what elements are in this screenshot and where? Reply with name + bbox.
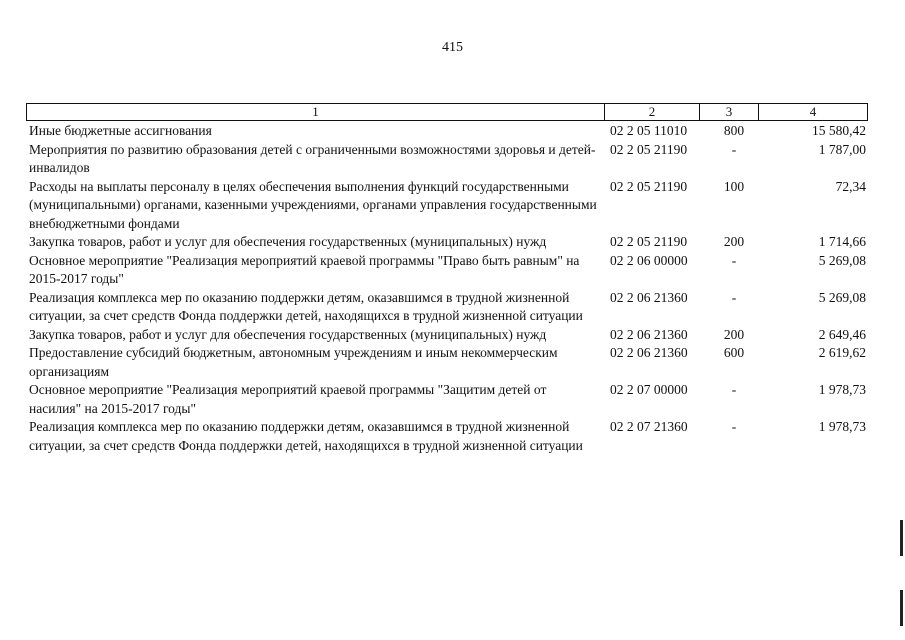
row-code: 02 2 05 21190 (610, 178, 688, 194)
row-type: - (731, 289, 737, 305)
table-row (29, 141, 869, 178)
row-amount: 1 714,66 (818, 234, 866, 249)
row-type: 800 (723, 123, 745, 138)
row-type: - (731, 141, 737, 157)
table-row (29, 381, 869, 418)
table-row (29, 344, 869, 381)
row-amount: 1 787,00 (818, 141, 866, 157)
scan-edge-mark (900, 590, 903, 626)
row-name: Закупка товаров, работ и услуг для обеспечения государственных (муниципальных) нужд (29, 234, 547, 249)
row-code: 02 2 05 11010 (610, 123, 688, 138)
row-name: Основное мероприятие "Реализация мероприятий краевой программы "Защитим детей от насилия" на 2015-2017 годы" (29, 382, 547, 416)
row-code: 02 2 06 21360 (610, 326, 688, 342)
row-amount: 5 269,08 (818, 252, 866, 268)
header-col-3: 3 (700, 104, 759, 120)
row-amount: 2 619,62 (818, 345, 866, 360)
table-body (29, 122, 869, 455)
row-type: 200 (723, 234, 745, 249)
header-col-2: 2 (605, 104, 700, 120)
header-col-1: 1 (27, 104, 605, 120)
row-type: 600 (723, 345, 745, 360)
row-name: Предоставление субсидий бюджетным, автономным учреждениям и иным некоммерческим организациям (29, 345, 558, 379)
row-name: Основное мероприятие "Реализация мероприятий краевой программы "Право быть равным" на 2015-2017 годы" (29, 252, 580, 286)
scan-edge-mark (900, 520, 903, 556)
table-row (29, 233, 869, 252)
row-amount: 72,34 (835, 178, 866, 194)
row-type: 100 (723, 178, 745, 194)
header-col-4: 4 (809, 104, 817, 119)
row-amount: 1 978,73 (818, 419, 866, 434)
row-name: Реализация комплекса мер по оказанию поддержки детям, оказавшимся в трудной жизненной ситуации, за счет средств Фонда поддержки детей, находящихся в трудной жизненной ситуации (29, 289, 583, 323)
row-type: - (731, 382, 737, 397)
row-name: Реализация комплекса мер по оказанию поддержки детям, оказавшимся в трудной жизненной ситуации, за счет средств Фонда поддержки детей, находящихся в трудной жизненной ситуации (29, 419, 583, 453)
row-amount: 1 978,73 (818, 382, 866, 397)
row-amount: 15 580,42 (812, 123, 866, 138)
row-amount: 5 269,08 (818, 289, 866, 305)
row-type: - (731, 419, 737, 434)
page-number: 415 (442, 40, 463, 55)
row-code: 02 2 06 21360 (610, 289, 688, 305)
row-code: 02 2 07 00000 (610, 382, 688, 397)
row-name: Мероприятия по развитию образования детей с ограниченными возможностями здоровья и детей-инвалидов (29, 141, 596, 175)
row-name: Иные бюджетные ассигнования (29, 123, 212, 138)
table-row (29, 178, 869, 234)
table-row (29, 122, 869, 141)
table-row (29, 326, 869, 345)
row-name: Закупка товаров, работ и услуг для обеспечения государственных (муниципальных) нужд (29, 326, 547, 342)
row-code: 02 2 06 21360 (610, 345, 688, 360)
table-row (29, 418, 869, 455)
row-code: 02 2 06 00000 (610, 252, 688, 268)
table-row (29, 252, 869, 289)
row-code: 02 2 05 21190 (610, 141, 688, 157)
row-code: 02 2 07 21360 (610, 419, 688, 434)
row-code: 02 2 05 21190 (610, 234, 688, 249)
table-header (26, 103, 868, 121)
row-type: 200 (723, 326, 745, 342)
row-name: Расходы на выплаты персоналу в целях обеспечения выполнения функций государственными (муниципальными) органами, казенными учреждениями, органами управления государственными внебюджетными фондами (29, 178, 597, 231)
row-amount: 2 649,46 (818, 326, 866, 342)
table-row (29, 289, 869, 326)
row-type: - (731, 252, 737, 268)
